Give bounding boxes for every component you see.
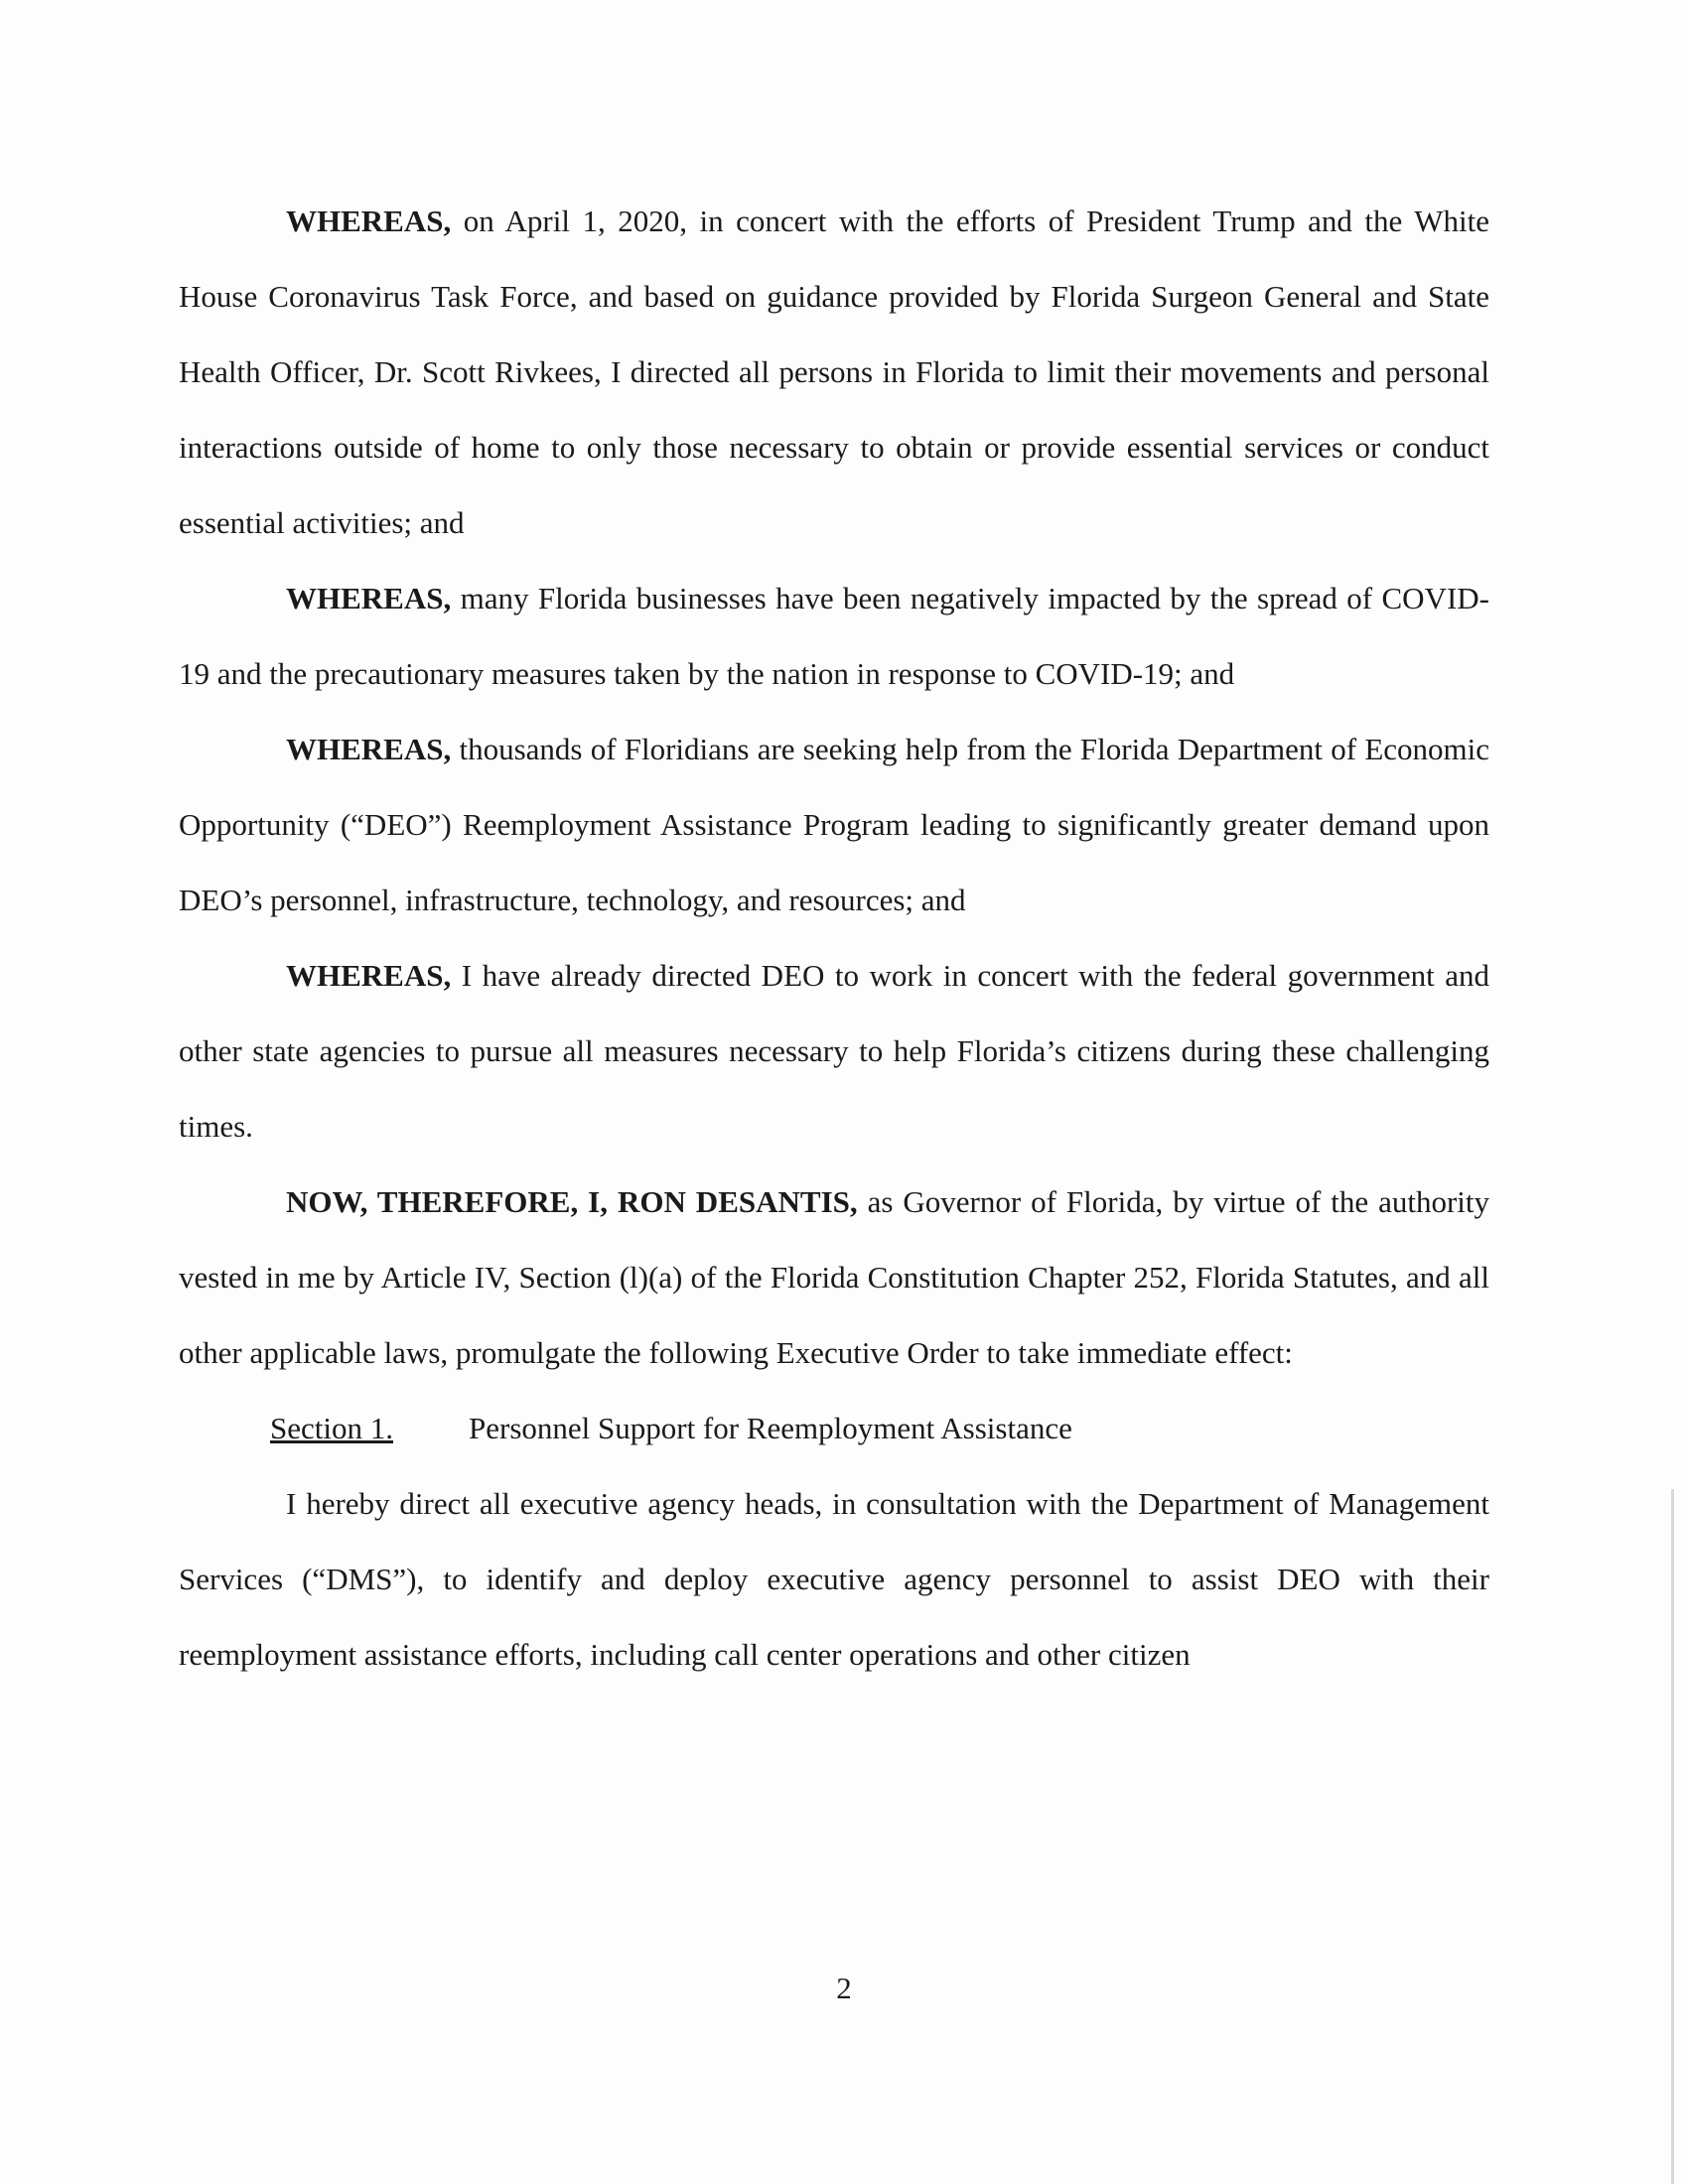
paragraph-lead: NOW, THEREFORE, I, RON DESANTIS,	[286, 1184, 858, 1219]
paragraph-whereas-1	[179, 184, 1489, 561]
paragraph-text: as Governor of Florida, by virtue of the authority vested in me by Article IV, Section (l)(a) of the Florida Constitution Chapter 252, Florida Statutes, and all other applicable laws, promulgate the following Executive Order to take immediate effect:	[179, 1184, 1489, 1370]
page-number: 2	[836, 1971, 852, 2005]
paragraph-text: on April 1, 2020, in concert with the efforts of President Trump and the White House Coronavirus Task Force, and based on guidance provided by Florida Surgeon General and State Health Officer, Dr. Scott Rivkees, I directed all persons in Florida to limit their movements and personal interactions outside of home to only those necessary to obtain or provide essential services or conduct essential activities; and	[179, 204, 1489, 540]
paragraph-text: I have already directed DEO to work in concert with the federal government and other state agencies to pursue all measures necessary to help Florida’s citizens during these challenging times.	[179, 958, 1489, 1144]
paragraph-text: thousands of Floridians are seeking help from the Florida Department of Economic Opportunity (“DEO”) Reemployment Assistance Program leading to significantly greater demand upon DEO’s personnel, infrastructure, technology, and resources; and	[179, 732, 1489, 917]
paragraph-lead: WHEREAS,	[286, 732, 452, 766]
paragraph-lead: WHEREAS,	[286, 204, 452, 238]
section-number: Section 1.	[270, 1411, 393, 1445]
section-paragraph: I hereby direct all executive agency heads, in consultation with the Department of Management Services (“DMS”), to identify and deploy executive agency personnel to assist DEO with their reemployment assistance efforts, including call center operations and other citizen	[179, 1486, 1489, 1672]
paragraph-whereas-3	[179, 712, 1489, 938]
paragraph-lead: WHEREAS,	[286, 958, 452, 993]
paragraph-lead: WHEREAS,	[286, 581, 452, 615]
scan-edge	[1671, 1489, 1674, 2184]
document-body	[179, 184, 1489, 1693]
paragraph-now-therefore	[179, 1164, 1489, 1391]
paragraph-whereas-2	[179, 561, 1489, 712]
section-heading	[179, 1391, 1489, 1466]
section-title: Personnel Support for Reemployment Assistance	[469, 1411, 1072, 1445]
paragraph-text: many Florida businesses have been negatively impacted by the spread of COVID-19 and the precautionary measures taken by the nation in response to COVID-19; and	[179, 581, 1489, 691]
paragraph-whereas-4	[179, 938, 1489, 1164]
